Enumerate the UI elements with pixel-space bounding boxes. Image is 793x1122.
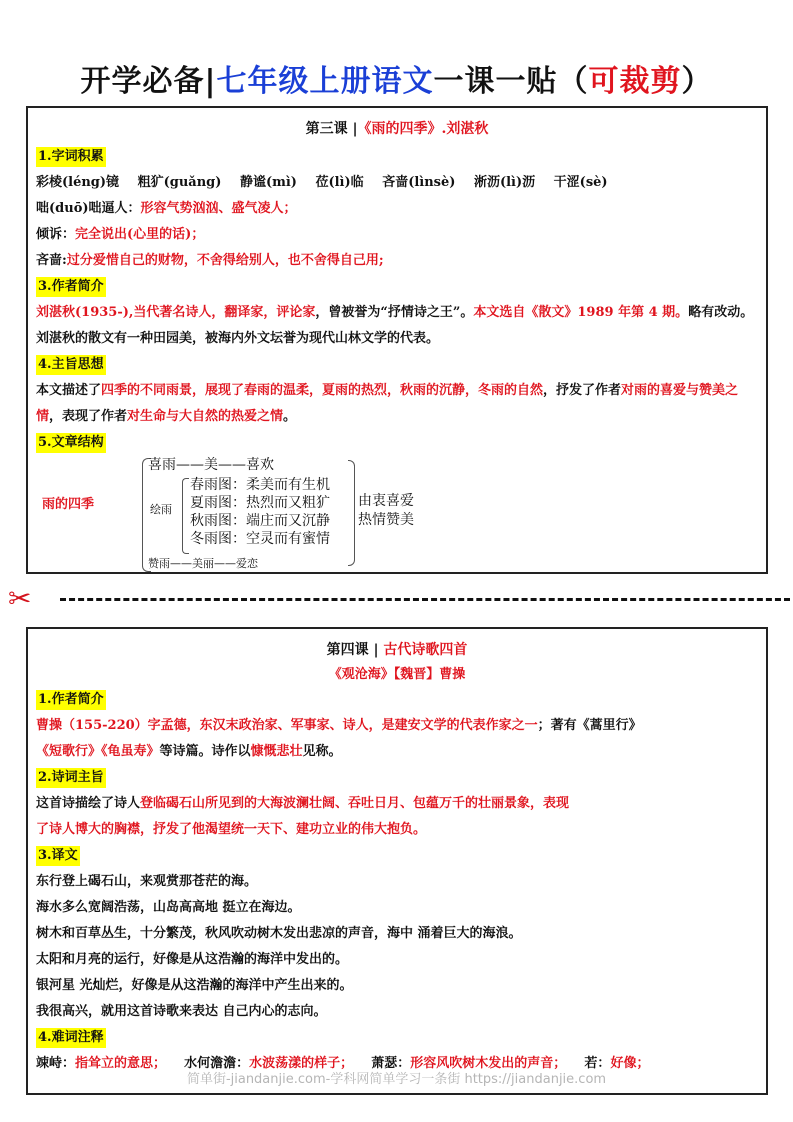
structure-right-2: 热情赞美 xyxy=(358,512,414,528)
author-desc: 略有改动。刘湛秋的散文有一种田园美，被海内外文坛誉为现代山林文学的代表。 xyxy=(36,305,754,346)
section-structure-heading: 5.文章结构 xyxy=(36,433,106,453)
section-translation-heading: 3.译文 xyxy=(36,846,80,866)
lesson4-title-red: 古代诗歌四首 xyxy=(383,642,468,658)
structure-mid-label: 绘雨 xyxy=(150,503,172,516)
author-black: 等诗篇。诗作以 xyxy=(159,744,251,759)
vocab-row xyxy=(36,170,758,196)
translation-line: 银河星 光灿烂，好像是从这浩瀚的海洋中产生出来的。 xyxy=(36,978,353,993)
watermark: 简单街-jiandanjie.com-学科网简单学习一条街 https://jiandanjie.com xyxy=(186,1072,607,1087)
lesson3-title-prefix: 第三课 | xyxy=(305,121,358,137)
author-black: ，曾被誉为“抒情诗之王”。 xyxy=(315,305,474,320)
structure-item: 春雨图：柔美而有生机 xyxy=(190,477,330,493)
title-part2: 七年级上册语文 xyxy=(216,64,434,99)
structure-top: 喜雨——美——喜欢 xyxy=(148,457,274,473)
structure-diagram xyxy=(36,456,758,574)
theme-text: ，表现了作者 xyxy=(49,409,128,424)
theme-text: ，抒发了作者 xyxy=(543,383,622,398)
theme-line: 了诗人博大的胸襟，抒发了他渴望统一天下、建功立业的伟大抱负。 xyxy=(36,822,427,837)
title-part1: 开学必备| xyxy=(80,64,217,99)
author-source: 本文选自《散文》1989 年第 4 期。 xyxy=(473,305,689,320)
author-red: 刘湛秋(1935-),当代著名诗人，翻译家，评论家 xyxy=(36,305,316,320)
lesson3-card xyxy=(26,106,768,574)
note-meaning: 好像； xyxy=(610,1056,650,1071)
note-meaning: 形容风吹树木发出的声音； xyxy=(410,1056,567,1071)
def-meaning: 过分爱惜自己的财物，不舍得给别人，也不舍得自己用; xyxy=(66,253,384,268)
translation-line: 树木和百草丛生，十分繁茂，秋风吹动树木发出悲凉的声音，海中 涌着巨大的海浪。 xyxy=(36,926,522,941)
lesson3-title xyxy=(36,114,758,144)
vocab-item: 静谧(mì) xyxy=(239,175,297,190)
structure-root: 雨的四季 xyxy=(42,497,95,512)
structure-right-1: 由衷喜爱 xyxy=(358,493,414,509)
structure-item: 秋雨图：端庄而又沉静 xyxy=(190,513,330,529)
structure-item: 夏雨图：热烈而又粗犷 xyxy=(190,495,330,511)
section-author-heading: 1.作者简介 xyxy=(36,690,106,710)
translation-line: 我很高兴，就用这首诗歌来表达 自己内心的志向。 xyxy=(36,1004,327,1019)
vocab-item: 粗犷(guǎng) xyxy=(137,175,222,190)
theme-line xyxy=(36,791,758,817)
section-theme-heading: 2.诗词主旨 xyxy=(36,768,106,788)
title-part4: 可裁剪 xyxy=(588,64,682,99)
def-word: 吝啬: xyxy=(36,253,67,268)
def-word: 咄(duō)咄逼人： xyxy=(36,201,141,216)
vocab-item: 吝啬(lìnsè) xyxy=(382,175,456,190)
definition-row xyxy=(36,248,758,274)
author-style: 慷慨悲壮 xyxy=(250,744,303,759)
bracket-right xyxy=(348,460,355,566)
def-meaning: 完全说出(心里的话)； xyxy=(75,227,205,242)
section-vocab-heading: 1.字词积累 xyxy=(36,147,106,167)
cut-line xyxy=(0,584,793,614)
section-author-heading: 3.作者简介 xyxy=(36,277,106,297)
theme-red: 对雨的喜爱与赞美之情 xyxy=(36,383,739,424)
theme-red: 对生命与大自然的热爱之情 xyxy=(127,409,284,424)
lesson4-title-prefix: 第四课 | xyxy=(326,642,379,658)
structure-item: 冬雨图：空灵而有蜜情 xyxy=(190,531,330,547)
dashed-divider xyxy=(60,598,790,601)
page-title xyxy=(0,56,793,100)
theme-red: 四季的不同雨景，展现了春雨的温柔，夏雨的热烈，秋雨的沉静，冬雨的自然 xyxy=(101,383,544,398)
translation-line: 海水多么宽阔浩荡，山岛高高地 挺立在海边。 xyxy=(36,900,301,915)
theme-text: 这首诗描绘了诗人 xyxy=(36,796,141,811)
note-word: 若： xyxy=(584,1056,611,1071)
vocab-item: 彩棱(léng)镜 xyxy=(36,175,120,190)
lesson4-title xyxy=(36,635,758,665)
author-black: 见称。 xyxy=(302,744,342,759)
title-part3: 一课一贴（ xyxy=(433,64,589,99)
structure-bottom: 赞雨——美丽——爱恋 xyxy=(148,557,258,570)
lesson4-subtitle: 《观沧海》【魏晋】曹操 xyxy=(328,667,466,682)
bracket-inner xyxy=(182,478,189,554)
scissors-icon: ✂ xyxy=(8,582,32,615)
vocab-item: 干涩(sè) xyxy=(553,175,608,190)
author-black: ；著有《蒿里行》 xyxy=(537,718,642,733)
lesson4-card xyxy=(26,627,768,1095)
title-part5: ） xyxy=(681,64,713,99)
section-notes-heading: 4.难词注释 xyxy=(36,1028,106,1048)
note-word: 萧瑟： xyxy=(371,1056,411,1071)
note-word: 水何澹澹： xyxy=(184,1056,250,1071)
structure-box xyxy=(136,456,436,574)
author-red: 曹操（155-220）字孟德，东汉末政治家、军事家、诗人，是建安文学的代表作家之一 xyxy=(36,718,538,733)
author-paragraph xyxy=(36,300,758,352)
note-meaning: 水波荡漾的样子； xyxy=(249,1056,354,1071)
def-meaning: 形容气势汹汹、盛气凌人； xyxy=(140,201,297,216)
definition-row xyxy=(36,222,758,248)
theme-red: 登临碣石山所见到的大海波澜壮阔、吞吐日月、包蕴万千的壮丽景象，表现 xyxy=(140,796,570,811)
theme-paragraph xyxy=(36,378,758,430)
lesson3-title-red: 《雨的四季》.刘湛秋 xyxy=(357,121,489,137)
translation-line: 太阳和月亮的运行，好像是从这浩瀚的海洋中发出的。 xyxy=(36,952,349,967)
translation-line: 东行登上碣石山，来观赏那苍茫的海。 xyxy=(36,874,258,889)
theme-text: 本文描述了 xyxy=(36,383,102,398)
theme-text: 。 xyxy=(283,409,297,424)
definition-row xyxy=(36,196,758,222)
note-meaning: 指耸立的意思； xyxy=(75,1056,167,1071)
vocab-item: 莅(lì)临 xyxy=(315,175,364,190)
def-word: 倾诉： xyxy=(36,227,76,242)
vocab-item: 淅沥(lì)沥 xyxy=(473,175,536,190)
section-theme-heading: 4.主旨思想 xyxy=(36,355,106,375)
author-works: 《短歌行》《龟虽寿》 xyxy=(36,744,160,759)
author-paragraph xyxy=(36,713,758,765)
note-word: 竦峙： xyxy=(36,1056,76,1071)
